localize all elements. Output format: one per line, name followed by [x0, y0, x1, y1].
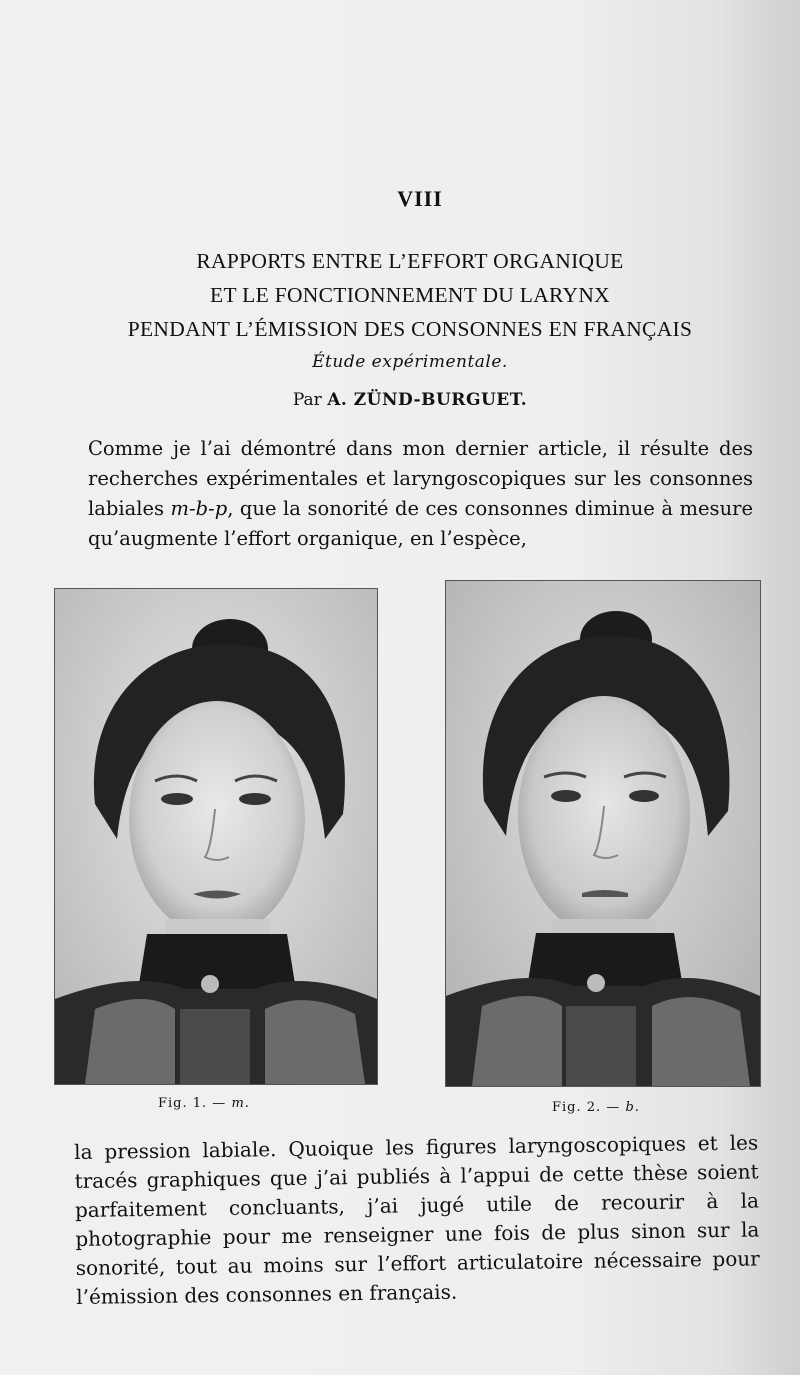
author-name: A. ZÜND-BURGUET.: [327, 390, 528, 410]
consonants-italic: m-b-p: [170, 497, 228, 520]
byline-prefix: Par: [292, 390, 322, 410]
caption-label: Fig. 1. —: [158, 1096, 232, 1111]
caption-letter: m.: [231, 1096, 250, 1111]
article-title: [40, 244, 780, 346]
body-paragraph-1: [88, 434, 753, 554]
caption-label: Fig. 2. —: [552, 1100, 626, 1115]
caption-letter: b.: [625, 1100, 640, 1115]
byline: [0, 390, 800, 410]
figure-1-caption: [158, 1096, 250, 1111]
title-line: RAPPORTS ENTRE L’EFFORT ORGANIQUE: [196, 249, 624, 273]
paragraph-rest-text: , que la sonorité de ces consonnes diminue à mesure qu’augmente l’effort organique, en l’espèce,: [88, 497, 753, 550]
paragraph-lead-text: Comme je l’ai démontré dans mon dernier article, il résulte des recherches expérimentales et laryngoscopiques sur les consonnes labiales: [88, 437, 753, 520]
article-subtitle: Étude expérimentale.: [312, 352, 508, 372]
title-line: ET LE FONCTIONNEMENT DU LARYNX: [210, 283, 610, 307]
body-paragraph-2: la pression labiale. Quoique les figures laryngoscopiques et les tracés graphiques que j’ai publiés à l’appui de cette thèse soient parfaitement concluants, j’ai jugé utile de recourir à la photographie pour me renseigner une fois de plus sinon sur la sonorité, tout au moins sur l’effort articulatoire nécessaire pour l’émission des consonnes en français.: [74, 1130, 760, 1309]
chapter-number: VIII: [397, 186, 443, 211]
figure-2-caption: [552, 1100, 640, 1115]
figure-1-photograph: [54, 588, 378, 1085]
figure-2-photograph: [445, 580, 761, 1087]
title-line: PENDANT L’ÉMISSION DES CONSONNES EN FRANÇAIS: [127, 317, 693, 341]
